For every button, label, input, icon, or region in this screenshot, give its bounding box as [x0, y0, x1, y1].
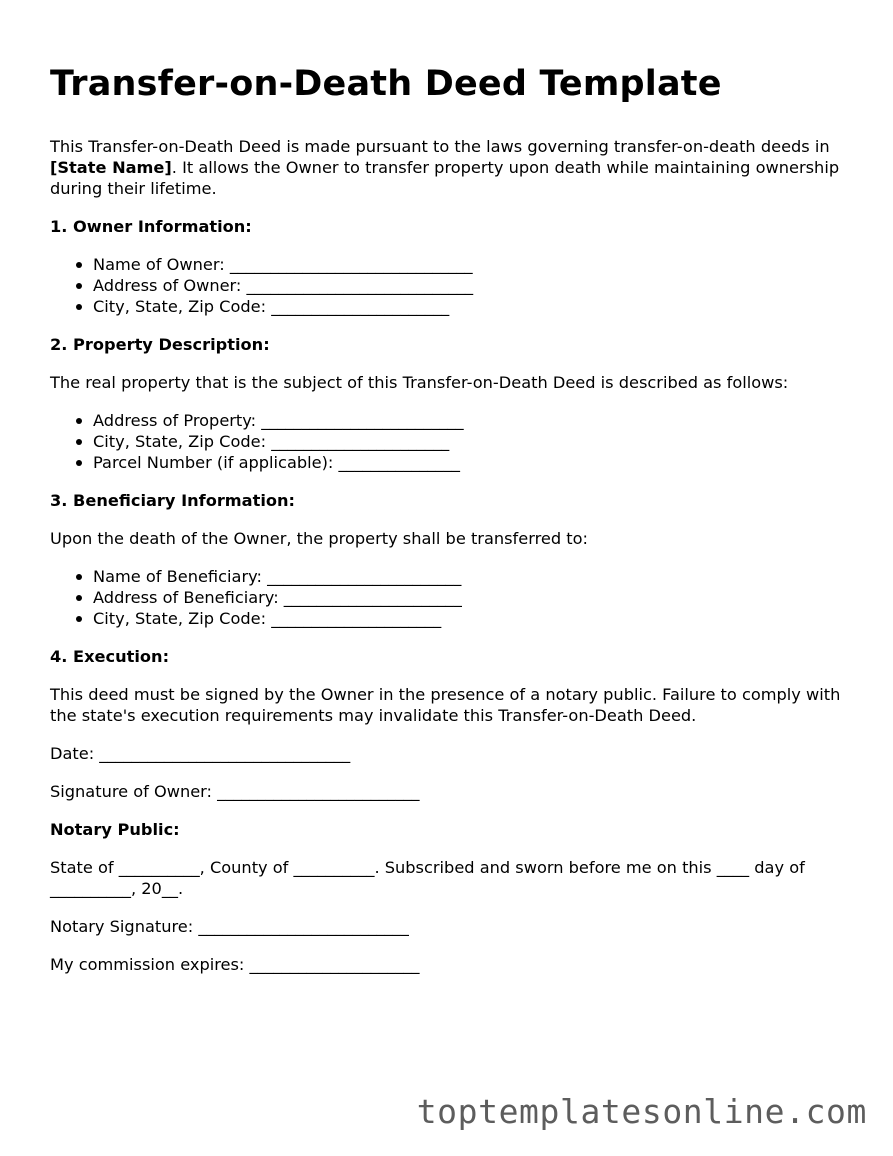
property-address-field: Address of Property: _________________________ — [93, 410, 850, 431]
execution-section-heading: 4. Execution: — [50, 647, 170, 666]
property-section-heading: 2. Property Description: — [50, 335, 270, 354]
execution-text: This deed must be signed by the Owner in the presence of a notary public. Failure to comply with the state's execution requirements may invalidate this Transfer-on-Death Deed. — [50, 685, 841, 725]
beneficiary-section-heading: 3. Beneficiary Information: — [50, 491, 295, 510]
property-fields-list — [50, 410, 850, 473]
beneficiary-address-field: Address of Beneficiary: ______________________ — [93, 587, 850, 608]
notary-text: State of __________, County of __________. Subscribed and sworn before me on this ____ day of __________, 20__. — [50, 858, 805, 898]
intro-text-1: This Transfer-on-Death Deed is made pursuant to the laws governing transfer-on-death deeds in — [50, 137, 830, 156]
deed-document — [50, 62, 850, 992]
notary-signature-field: Notary Signature: __________________________ — [50, 917, 409, 936]
owner-address-field: Address of Owner: ____________________________ — [93, 275, 850, 296]
owner-name-field: Name of Owner: ______________________________ — [93, 254, 850, 275]
page-title: Transfer-on-Death Deed Template — [50, 64, 722, 104]
intro-text-2: . It allows the Owner to transfer property upon death while maintaining ownership during their lifetime. — [50, 158, 840, 198]
watermark: toptemplatesonline.com — [416, 1092, 867, 1131]
property-city-field: City, State, Zip Code: ______________________ — [93, 431, 850, 452]
commission-expires-field: My commission expires: _____________________ — [50, 955, 420, 974]
owner-fields-list — [50, 254, 850, 317]
date-field: Date: _______________________________ — [50, 744, 351, 763]
owner-city-field: City, State, Zip Code: ______________________ — [93, 296, 850, 317]
owner-section-heading: 1. Owner Information: — [50, 217, 252, 236]
beneficiary-name-field: Name of Beneficiary: ________________________ — [93, 566, 850, 587]
state-name-placeholder: [State Name] — [50, 158, 172, 177]
parcel-number-field: Parcel Number (if applicable): _______________ — [93, 452, 850, 473]
beneficiary-text: Upon the death of the Owner, the property shall be transferred to: — [50, 529, 588, 548]
property-description-text: The real property that is the subject of this Transfer-on-Death Deed is described as follows: — [50, 373, 789, 392]
beneficiary-city-field: City, State, Zip Code: _____________________ — [93, 608, 850, 629]
notary-section-heading: Notary Public: — [50, 820, 180, 839]
beneficiary-fields-list — [50, 566, 850, 629]
intro-paragraph — [50, 136, 850, 199]
owner-signature-field: Signature of Owner: _________________________ — [50, 782, 420, 801]
